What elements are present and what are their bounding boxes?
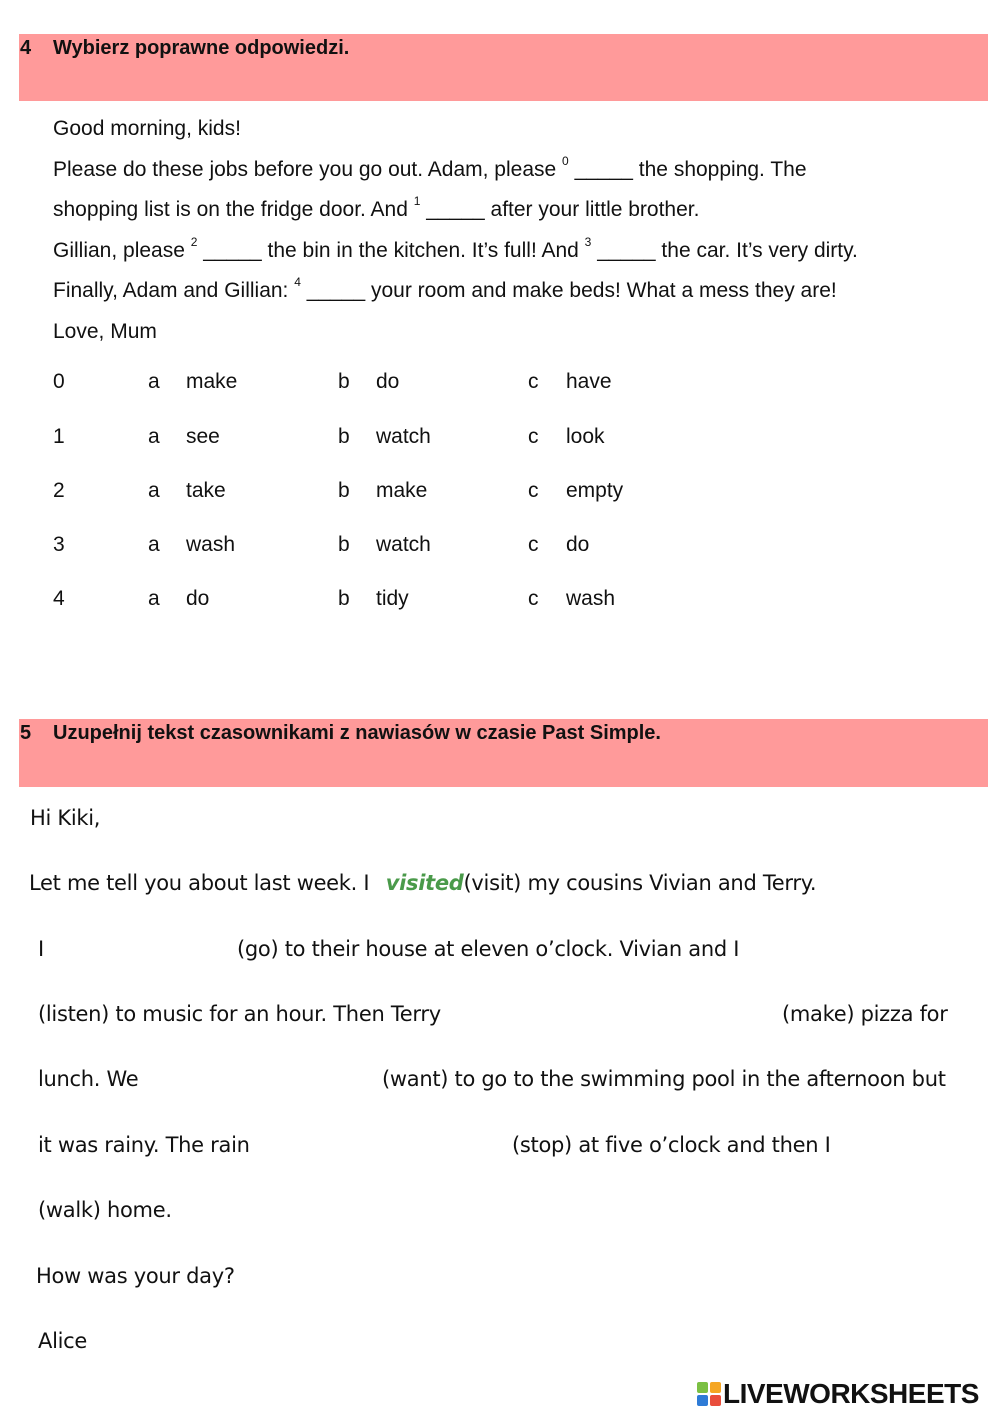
option-4-c[interactable]: wash [566,587,616,610]
exercise-4-header [19,34,988,101]
option-row-number: 3 [53,533,65,556]
letter-line-3 [53,235,858,263]
option-row-number: 1 [53,425,65,448]
letter-line-4-rest: _____ your room and make beds! What a mess they are! [306,279,837,302]
exercise-4-title: Wybierz poprawne odpowiedzi. [53,37,350,59]
option-letter-c: c [528,370,539,393]
gap-input-want[interactable] [150,1064,378,1092]
option-letter-c: c [528,479,539,502]
email-line-2-rest: (go) to their house at eleven o’clock. Vivian and I [237,937,740,961]
option-0-c[interactable]: have [566,370,612,393]
option-letter-b: b [338,370,350,393]
logo-square-orange [710,1382,721,1393]
email-greeting: Hi Kiki, [30,806,101,830]
letter-line-3-rest: _____ the car. It’s very dirty. [597,239,858,262]
logo-square-blue [697,1395,708,1406]
letter-greeting: Good morning, kids! [53,117,241,140]
email-line-4-rest: (want) to go to the swimming pool in the afternoon but [382,1067,946,1091]
option-2-a[interactable]: take [186,479,226,502]
option-1-b[interactable]: watch [376,425,431,448]
gap-number-1: 1 [413,194,421,208]
option-letter-a: a [148,425,160,448]
logo-square-red [710,1395,721,1406]
option-2-b[interactable]: make [376,479,428,502]
email-line-5-rest: (stop) at five o’clock and then I [512,1133,831,1157]
option-letter-c: c [528,533,539,556]
letter-line-4 [53,275,837,303]
option-row-number: 0 [53,370,65,393]
gap-input-make[interactable] [488,999,778,1027]
logo-square-green [697,1382,708,1393]
letter-line-1-rest: _____ the shopping. The [574,158,807,181]
option-letter-a: a [148,370,160,393]
option-letter-b: b [338,479,350,502]
email-line-1-rest: (visit) my cousins Vivian and Terry. [463,871,817,895]
letter-line-3-text: Gillian, please [53,239,185,262]
option-0-a[interactable]: make [186,370,238,393]
email-line-3-rest: (make) pizza for [782,1002,948,1026]
exercise-5-header [19,719,988,787]
email-signoff: Alice [38,1329,88,1353]
letter-line-1-text: Please do these jobs before you go out. Adam, please [53,158,557,181]
letter-line-2 [53,194,700,222]
option-letter-b: b [338,587,350,610]
gap-number-4: 4 [294,275,301,289]
option-1-c[interactable]: look [566,425,605,448]
gap-input-go[interactable] [52,934,232,962]
gap-number-2: 2 [190,235,198,249]
option-letter-c: c [528,425,539,448]
option-letter-b: b [338,533,350,556]
option-letter-a: a [148,533,160,556]
exercise-5-title: Uzupełnij tekst czasownikami z nawiasów w czasie Past Simple. [53,722,661,744]
option-4-b[interactable]: tidy [376,587,409,610]
email-line-6: (walk) home. [38,1198,172,1222]
option-3-c[interactable]: do [566,533,590,556]
email-line-1 [29,871,816,895]
option-2-c[interactable]: empty [566,479,624,502]
liveworksheets-logo-text: LIVEWORKSHEETS [723,1378,979,1409]
letter-line-3-mid: _____ the bin in the kitchen. It’s full! And [203,239,579,262]
email-line-7: How was your day? [36,1264,235,1288]
gap-number-3: 3 [584,235,592,249]
option-3-a[interactable]: wash [186,533,236,556]
liveworksheets-logo-icon [697,1382,721,1406]
option-0-b[interactable]: do [376,370,400,393]
letter-line-2-text: shopping list is on the fridge door. And [53,198,408,221]
option-letter-b: b [338,425,350,448]
exercise-5-number: 5 [20,722,32,744]
gap-input-stop[interactable] [272,1130,508,1158]
example-answer: visited [385,871,464,895]
option-4-a[interactable]: do [186,587,210,610]
email-line-5-start: it was rainy. The rain [38,1133,250,1157]
option-row-number: 2 [53,479,65,502]
gap-number-0: 0 [562,154,569,168]
option-3-b[interactable]: watch [376,533,431,556]
liveworksheets-logo [697,1377,979,1411]
letter-line-2-rest: _____ after your little brother. [426,198,700,221]
letter-line-4-text: Finally, Adam and Gillian: [53,279,289,302]
exercise-4-number: 4 [20,37,32,59]
option-letter-c: c [528,587,539,610]
option-row-number: 4 [53,587,65,610]
email-line-3-start: (listen) to music for an hour. Then Terry [38,1002,441,1026]
option-letter-a: a [148,479,160,502]
option-letter-a: a [148,587,160,610]
email-line-4-start: lunch. We [38,1067,139,1091]
option-1-a[interactable]: see [186,425,220,448]
letter-line-1 [53,154,807,182]
letter-signoff: Love, Mum [53,320,157,343]
email-line-2-start: I [38,937,44,961]
email-line-1-text: Let me tell you about last week. I [29,871,370,895]
